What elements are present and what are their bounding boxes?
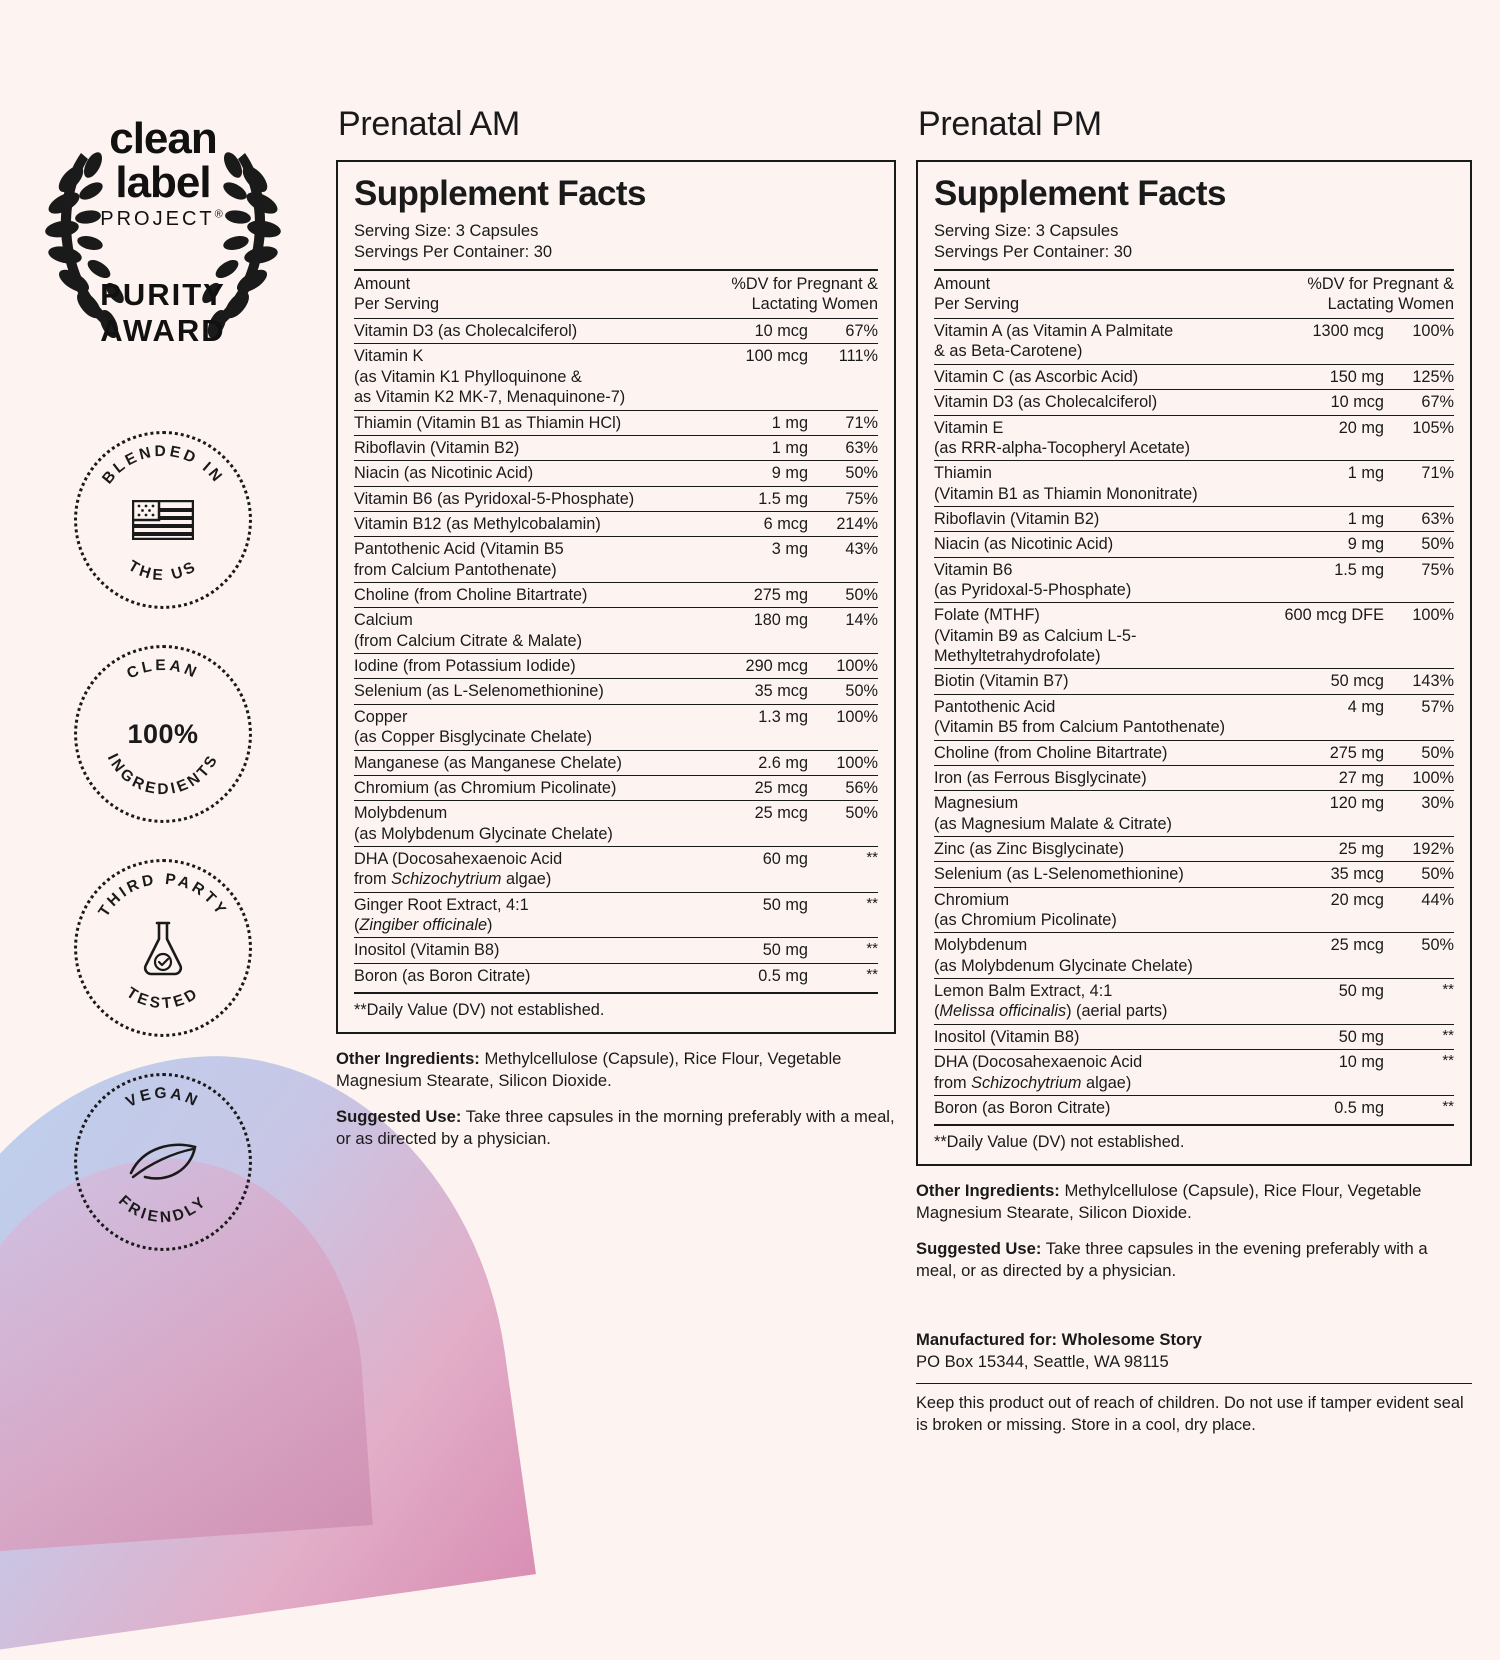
nutrient-dv: 67% xyxy=(1384,390,1454,415)
nutrient-amount: 150 mg xyxy=(1276,364,1384,389)
table-row xyxy=(934,740,1454,765)
facts-header-row xyxy=(934,270,1454,319)
supplement-facts-heading-am: Supplement Facts xyxy=(354,174,646,213)
nutrient-amount: 0.5 mg xyxy=(708,963,808,988)
nutrient-dv: 50% xyxy=(808,801,878,847)
nutrient-dv: 100% xyxy=(1384,319,1454,365)
clp-purity-award-text: PURITY AWARD xyxy=(100,277,226,348)
manufacturer-block xyxy=(916,1329,1472,1437)
table-row xyxy=(354,344,878,410)
suggested-use-pm xyxy=(916,1238,1472,1282)
nutrient-name: Vitamin C (as Ascorbic Acid) xyxy=(934,364,1276,389)
nutrient-amount: 4 mg xyxy=(1276,694,1384,740)
nutrient-dv: 100% xyxy=(808,704,878,750)
nutrient-amount: 6 mcg xyxy=(708,511,808,536)
table-row xyxy=(934,979,1454,1025)
table-row xyxy=(354,750,878,775)
nutrient-amount: 1 mg xyxy=(708,435,808,460)
nutrient-dv: 57% xyxy=(1384,694,1454,740)
nutrient-dv: 71% xyxy=(1384,461,1454,507)
nutrient-amount: 275 mg xyxy=(708,583,808,608)
table-row xyxy=(934,557,1454,603)
nutrient-amount: 60 mg xyxy=(708,846,808,892)
nutrient-amount: 50 mg xyxy=(708,892,808,938)
table-row xyxy=(354,583,878,608)
table-row xyxy=(354,892,878,938)
svg-text:THE US: THE US xyxy=(125,557,201,585)
nutrient-name: Vitamin B6 (as Pyridoxal-5-Phosphate) xyxy=(934,557,1276,603)
nutrient-dv: ** xyxy=(1384,979,1454,1025)
table-row xyxy=(354,461,878,486)
table-row xyxy=(354,846,878,892)
table-row xyxy=(354,511,878,536)
nutrient-name: Zinc (as Zinc Bisglycinate) xyxy=(934,836,1276,861)
nutrient-name: Lemon Balm Extract, 4:1 (Melissa officinalis) (aerial parts) xyxy=(934,979,1276,1025)
table-row xyxy=(354,679,878,704)
table-row xyxy=(934,390,1454,415)
clean-label-project-badge xyxy=(33,95,293,395)
clp-project-word: PROJECT xyxy=(100,208,215,230)
nutrient-amount: 275 mg xyxy=(1276,740,1384,765)
nutrient-name: Niacin (as Nicotinic Acid) xyxy=(354,461,708,486)
other-ingredients-pm xyxy=(916,1180,1472,1224)
pm-extra-text xyxy=(916,1180,1472,1282)
am-extra-text xyxy=(336,1048,896,1150)
nutrient-amount: 25 mcg xyxy=(708,801,808,847)
nutrient-name: DHA (Docosahexaenoic Acid from Schizochytrium algae) xyxy=(354,846,708,892)
nutrient-amount: 1.5 mg xyxy=(1276,557,1384,603)
nutrient-amount: 600 mcg DFE xyxy=(1276,603,1384,669)
nutrient-amount: 50 mg xyxy=(1276,979,1384,1025)
table-row xyxy=(934,933,1454,979)
table-row xyxy=(934,887,1454,933)
table-row xyxy=(354,775,878,800)
nutrient-name: Chromium (as Chromium Picolinate) xyxy=(354,775,708,800)
nutrient-amount: 25 mcg xyxy=(708,775,808,800)
nutrient-dv: 192% xyxy=(1384,836,1454,861)
other-ingredients-text-pm: Methylcellulose (Capsule), Rice Flour, Vegetable Magnesium Stearate, Silicon Dioxide. xyxy=(916,1181,1422,1223)
nutrient-dv: 125% xyxy=(1384,364,1454,389)
serving-size-am: Serving Size: 3 Capsules xyxy=(354,221,539,240)
nutrient-amount: 20 mg xyxy=(1276,415,1384,461)
nutrient-dv: 105% xyxy=(1384,415,1454,461)
warning-text: Keep this product out of reach of children. Do not use if tamper evident seal is broken or missing. Store in a cool, dry place. xyxy=(916,1394,1464,1435)
nutrient-name: Vitamin B6 (as Pyridoxal-5-Phosphate) xyxy=(354,486,708,511)
nutrient-name: Boron (as Boron Citrate) xyxy=(354,963,708,988)
nutrient-amount: 35 mcg xyxy=(708,679,808,704)
nutrient-name: DHA (Docosahexaenoic Acid from Schizochytrium algae) xyxy=(934,1050,1276,1096)
nutrient-dv: 63% xyxy=(1384,506,1454,531)
nutrient-amount: 50 mg xyxy=(1276,1024,1384,1049)
svg-text:VEGAN: VEGAN xyxy=(123,1084,203,1111)
suggested-use-am xyxy=(336,1106,896,1150)
supplement-facts-box-pm xyxy=(916,160,1472,1166)
suggested-use-label-am: Suggested Use: xyxy=(336,1107,462,1127)
nutrient-dv: 50% xyxy=(808,679,878,704)
table-row xyxy=(354,963,878,988)
nutrient-name: Choline (from Choline Bitartrate) xyxy=(354,583,708,608)
table-row xyxy=(934,694,1454,740)
nutrient-dv: 100% xyxy=(1384,603,1454,669)
nutrient-dv: 56% xyxy=(808,775,878,800)
nutrient-dv: 50% xyxy=(1384,740,1454,765)
nutrient-dv: ** xyxy=(1384,1095,1454,1120)
nutrient-dv: 214% xyxy=(808,511,878,536)
nutrient-amount: 50 mg xyxy=(708,938,808,963)
nutrient-name: Iodine (from Potassium Iodide) xyxy=(354,654,708,679)
nutrient-dv: 111% xyxy=(808,344,878,410)
svg-text:TESTED: TESTED xyxy=(123,984,203,1013)
flask-icon xyxy=(77,862,249,1034)
nutrient-amount: 1 mg xyxy=(1276,506,1384,531)
nutrient-dv: 50% xyxy=(808,583,878,608)
nutrient-name: Biotin (Vitamin B7) xyxy=(934,669,1276,694)
servings-per-container-pm: Servings Per Container: 30 xyxy=(934,242,1133,261)
prenatal-pm-panel xyxy=(916,105,1472,1437)
daily-value-note-pm: **Daily Value (DV) not established. xyxy=(934,1124,1454,1152)
table-row xyxy=(354,608,878,654)
nutrient-name: Vitamin K (as Vitamin K1 Phylloquinone & as Vitamin K2 MK-7, Menaquinone-7) xyxy=(354,344,708,410)
table-row xyxy=(354,319,878,344)
svg-text:CLEAN: CLEAN xyxy=(124,656,202,683)
nutrient-amount: 27 mg xyxy=(1276,765,1384,790)
nutrient-dv: 14% xyxy=(808,608,878,654)
table-row xyxy=(934,532,1454,557)
nutrient-amount: 20 mcg xyxy=(1276,887,1384,933)
nutrient-name: Selenium (as L-Selenomethionine) xyxy=(354,679,708,704)
nutrient-dv: ** xyxy=(808,846,878,892)
serving-size-pm: Serving Size: 3 Capsules xyxy=(934,221,1119,240)
table-row xyxy=(934,415,1454,461)
clp-project-text xyxy=(33,209,293,229)
table-row xyxy=(934,319,1454,365)
clean-100-percent-text: 100% xyxy=(127,718,199,749)
supplement-facts-box-am xyxy=(336,160,896,1034)
clp-clean-text: clean xyxy=(109,114,217,163)
nutrient-amount: 2.6 mg xyxy=(708,750,808,775)
nutrient-dv: 63% xyxy=(808,435,878,460)
other-ingredients-label-pm: Other Ingredients: xyxy=(916,1181,1060,1201)
nutrient-amount: 9 mg xyxy=(708,461,808,486)
facts-header-dv: %DV for Pregnant & Lactating Women xyxy=(708,270,878,319)
nutrient-name: Riboflavin (Vitamin B2) xyxy=(354,435,708,460)
manufacturer-address: PO Box 15344, Seattle, WA 98115 xyxy=(916,1351,1169,1371)
nutrient-amount: 1300 mcg xyxy=(1276,319,1384,365)
svg-text:FRIENDLY: FRIENDLY xyxy=(115,1192,211,1227)
table-row xyxy=(934,461,1454,507)
nutrient-amount: 1.3 mg xyxy=(708,704,808,750)
table-row xyxy=(354,486,878,511)
nutrient-dv: 75% xyxy=(1384,557,1454,603)
nutrient-amount: 100 mcg xyxy=(708,344,808,410)
nutrient-name: Selenium (as L-Selenomethionine) xyxy=(934,862,1276,887)
facts-header-dv: %DV for Pregnant & Lactating Women xyxy=(1276,270,1454,319)
nutrient-name: Molybdenum (as Molybdenum Glycinate Chelate) xyxy=(354,801,708,847)
nutrient-amount: 25 mg xyxy=(1276,836,1384,861)
nutrient-amount: 1 mg xyxy=(1276,461,1384,507)
nutrient-dv: 75% xyxy=(808,486,878,511)
table-row xyxy=(354,410,878,435)
nutrient-amount: 25 mcg xyxy=(1276,933,1384,979)
nutrient-amount: 1 mg xyxy=(708,410,808,435)
svg-text:BLENDED IN: BLENDED IN xyxy=(99,442,227,488)
table-row xyxy=(934,862,1454,887)
servings-per-container-am: Servings Per Container: 30 xyxy=(354,242,553,261)
nutrient-dv: 71% xyxy=(808,410,878,435)
nutrient-name: Magnesium (as Magnesium Malate & Citrate) xyxy=(934,791,1276,837)
nutrient-amount: 0.5 mg xyxy=(1276,1095,1384,1120)
svg-text:THIRD PARTY: THIRD PARTY xyxy=(95,870,231,921)
nutrient-name: Vitamin D3 (as Cholecalciferol) xyxy=(354,319,708,344)
nutrient-dv: 50% xyxy=(1384,532,1454,557)
supplement-facts-heading-pm: Supplement Facts xyxy=(934,174,1226,213)
nutrient-dv: ** xyxy=(808,892,878,938)
suggested-use-label-pm: Suggested Use: xyxy=(916,1239,1042,1259)
nutrient-dv: 50% xyxy=(808,461,878,486)
nutrient-dv: 30% xyxy=(1384,791,1454,837)
table-row xyxy=(354,704,878,750)
facts-header-amount: Amount Per Serving xyxy=(934,270,1276,319)
nutrient-name: Vitamin A (as Vitamin A Palmitate & as Beta-Carotene) xyxy=(934,319,1276,365)
table-row xyxy=(934,603,1454,669)
nutrient-dv: 44% xyxy=(1384,887,1454,933)
table-row xyxy=(934,765,1454,790)
registered-mark: ® xyxy=(214,208,226,221)
badge-clean-100-ingredients xyxy=(74,645,252,823)
divider xyxy=(916,1383,1472,1384)
nutrient-name: Manganese (as Manganese Chelate) xyxy=(354,750,708,775)
nutrient-amount: 10 mg xyxy=(1276,1050,1384,1096)
nutrient-dv: 143% xyxy=(1384,669,1454,694)
table-row xyxy=(354,435,878,460)
nutrient-amount: 10 mcg xyxy=(1276,390,1384,415)
page-title-am: Prenatal AM xyxy=(338,105,520,143)
nutrient-amount: 180 mg xyxy=(708,608,808,654)
nutrient-amount: 10 mcg xyxy=(708,319,808,344)
svg-text:INGREDIENTS: INGREDIENTS xyxy=(103,750,223,799)
nutrient-name: Vitamin E (as RRR-alpha-Tocopheryl Acetate) xyxy=(934,415,1276,461)
nutrient-amount: 9 mg xyxy=(1276,532,1384,557)
nutrient-amount: 50 mcg xyxy=(1276,669,1384,694)
table-row xyxy=(934,1095,1454,1120)
nutrient-dv: 50% xyxy=(1384,862,1454,887)
clp-label-text: label xyxy=(115,158,211,207)
us-flag-icon xyxy=(77,434,249,606)
nutrient-name: Riboflavin (Vitamin B2) xyxy=(934,506,1276,531)
badge-third-party-tested xyxy=(74,859,252,1037)
suggested-use-text-am: Take three capsules in the morning preferably with a meal, or as directed by a physician. xyxy=(336,1107,895,1149)
table-row xyxy=(934,364,1454,389)
supplement-facts-table-am xyxy=(354,269,878,988)
facts-header-row xyxy=(354,270,878,319)
nutrient-dv: 100% xyxy=(808,750,878,775)
table-row xyxy=(354,801,878,847)
nutrient-dv: 50% xyxy=(1384,933,1454,979)
table-row xyxy=(934,506,1454,531)
nutrient-dv: 100% xyxy=(808,654,878,679)
nutrient-name: Inositol (Vitamin B8) xyxy=(354,938,708,963)
table-row xyxy=(934,669,1454,694)
leaf-icon xyxy=(77,1076,249,1248)
nutrient-name: Boron (as Boron Citrate) xyxy=(934,1095,1276,1120)
nutrient-name: Niacin (as Nicotinic Acid) xyxy=(934,532,1276,557)
nutrient-name: Folate (MTHF) (Vitamin B9 as Calcium L-5-Methyltetrahydrofolate) xyxy=(934,603,1276,669)
table-row xyxy=(934,1050,1454,1096)
badge-vegan-friendly xyxy=(74,1073,252,1251)
nutrient-amount: 1.5 mg xyxy=(708,486,808,511)
nutrient-name: Molybdenum (as Molybdenum Glycinate Chelate) xyxy=(934,933,1276,979)
certification-badges xyxy=(28,95,298,1251)
nutrient-name: Pantothenic Acid (Vitamin B5 from Calcium Pantothenate) xyxy=(354,537,708,583)
nutrient-dv: 67% xyxy=(808,319,878,344)
table-row xyxy=(934,791,1454,837)
nutrient-amount: 290 mcg xyxy=(708,654,808,679)
other-ingredients-text-am: Methylcellulose (Capsule), Rice Flour, Vegetable Magnesium Stearate, Silicon Dioxide. xyxy=(336,1049,842,1091)
nutrient-name: Inositol (Vitamin B8) xyxy=(934,1024,1276,1049)
page-title-pm: Prenatal PM xyxy=(918,105,1102,143)
serving-info-pm xyxy=(934,221,1454,263)
prenatal-am-panel xyxy=(336,105,896,1164)
nutrient-amount: 3 mg xyxy=(708,537,808,583)
suggested-use-text-pm: Take three capsules in the evening preferably with a meal, or as directed by a physician. xyxy=(916,1239,1428,1281)
table-row xyxy=(354,938,878,963)
other-ingredients-label-am: Other Ingredients: xyxy=(336,1049,480,1069)
table-row xyxy=(354,537,878,583)
other-ingredients-am xyxy=(336,1048,896,1092)
supplement-facts-table-pm xyxy=(934,269,1454,1120)
facts-header-amount: Amount Per Serving xyxy=(354,270,708,319)
nutrient-name: Thiamin (Vitamin B1 as Thiamin HCl) xyxy=(354,410,708,435)
serving-info-am xyxy=(354,221,878,263)
table-row xyxy=(934,836,1454,861)
nutrient-name: Thiamin (Vitamin B1 as Thiamin Mononitrate) xyxy=(934,461,1276,507)
nutrient-name: Copper (as Copper Bisglycinate Chelate) xyxy=(354,704,708,750)
badge-blended-in-the-us xyxy=(74,431,252,609)
nutrient-dv: ** xyxy=(808,938,878,963)
manufactured-for: Manufactured for: Wholesome Story xyxy=(916,1329,1202,1349)
nutrient-name: Pantothenic Acid (Vitamin B5 from Calcium Pantothenate) xyxy=(934,694,1276,740)
nutrient-dv: 100% xyxy=(1384,765,1454,790)
nutrient-name: Vitamin B12 (as Methylcobalamin) xyxy=(354,511,708,536)
daily-value-note-am: **Daily Value (DV) not established. xyxy=(354,992,878,1020)
nutrient-name: Choline (from Choline Bitartrate) xyxy=(934,740,1276,765)
nutrient-dv: ** xyxy=(808,963,878,988)
nutrient-name: Ginger Root Extract, 4:1 (Zingiber officinale) xyxy=(354,892,708,938)
nutrient-name: Calcium (from Calcium Citrate & Malate) xyxy=(354,608,708,654)
nutrient-dv: ** xyxy=(1384,1050,1454,1096)
nutrient-amount: 120 mg xyxy=(1276,791,1384,837)
nutrient-name: Vitamin D3 (as Cholecalciferol) xyxy=(934,390,1276,415)
nutrient-name: Chromium (as Chromium Picolinate) xyxy=(934,887,1276,933)
nutrient-name: Iron (as Ferrous Bisglycinate) xyxy=(934,765,1276,790)
nutrient-amount: 35 mcg xyxy=(1276,862,1384,887)
nutrient-dv: ** xyxy=(1384,1024,1454,1049)
table-row xyxy=(934,1024,1454,1049)
nutrient-dv: 43% xyxy=(808,537,878,583)
table-row xyxy=(354,654,878,679)
